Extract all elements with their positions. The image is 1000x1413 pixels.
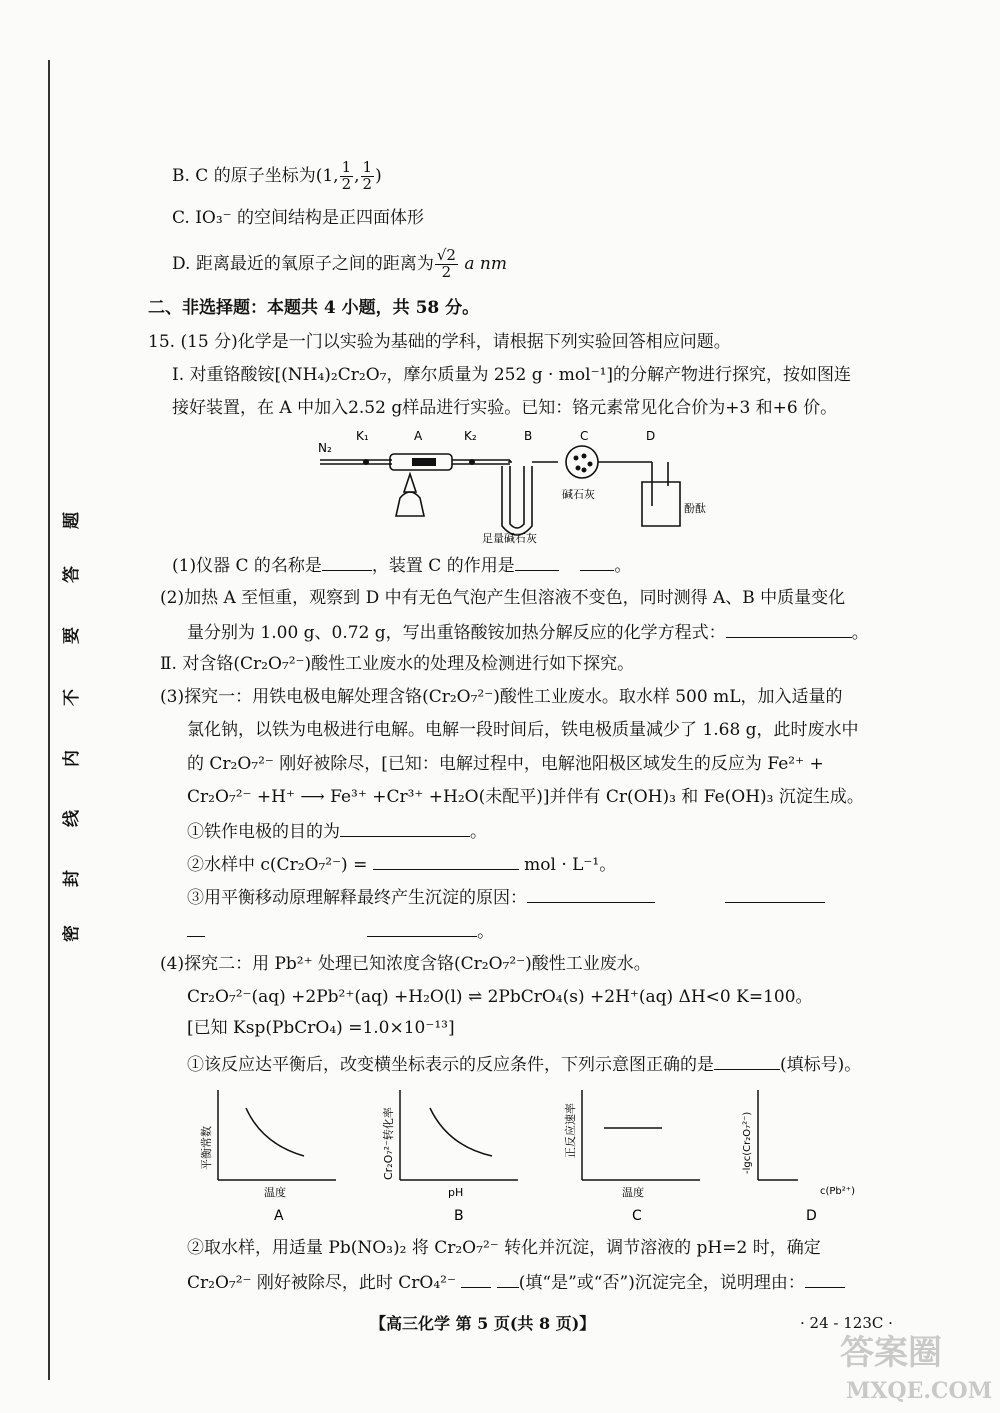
binding-line: [48, 60, 50, 1380]
q3-line2: 氯化钠，以铁为电极进行电解。电解一段时间后，铁电极质量减少了 1.68 g，此时废水中: [187, 720, 859, 740]
binding-char: 封: [62, 870, 82, 887]
part1-line2: 接好装置，在 A 中加入2.52 g样品进行实验。已知：铬元素常见化合价为+3 和+6 价。: [172, 398, 838, 418]
watermark: 答案圈: [840, 1333, 942, 1373]
graph-c: [560, 1084, 710, 1224]
answer-blank[interactable]: [805, 1273, 845, 1288]
answer-blank[interactable]: [367, 922, 477, 937]
label-d: D: [646, 429, 656, 443]
label-n2: N₂: [318, 441, 332, 455]
q4-b-line2: Cr₂O₇²⁻ 刚好被除尽，此时 CrO₄²⁻ (填“是”或“否”)沉淀完全，说明理由：: [187, 1273, 845, 1292]
graph-c-ylabel: 正反应速率: [564, 1103, 577, 1158]
answer-blank[interactable]: [497, 1273, 519, 1288]
apparatus-diagram: [312, 426, 712, 546]
answer-blank[interactable]: [725, 888, 825, 903]
graph-d-xlabel: c(Pb²⁺): [820, 1186, 855, 1197]
answer-blank[interactable]: [187, 922, 205, 937]
q3-a: ①铁作电极的目的为 。: [187, 822, 487, 842]
answer-blank[interactable]: [322, 556, 372, 571]
label-k2: K₂: [464, 429, 477, 443]
label-phenolphthalein: 酚酞: [684, 502, 706, 515]
q1: (1)仪器 C 的名称是 ，装置 C 的作用是 。: [172, 556, 632, 576]
label-a: A: [414, 429, 423, 443]
q3-b: ②水样中 c(Cr₂O₇²⁻) = mol · L⁻¹。: [187, 855, 617, 875]
graph-b-xlabel: pH: [448, 1186, 464, 1199]
q4-equation: Cr₂O₇²⁻(aq) +2Pb²⁺(aq) +H₂O(l) ⇌ 2PbCrO₄(s) +2H⁺(aq) ΔH<0 K=100。: [187, 987, 813, 1007]
q3-c: ③用平衡移动原理解释最终产生沉淀的原因：: [187, 888, 825, 907]
part2: Ⅱ. 对含铬(Cr₂O₇²⁻)酸性工业废水的处理及检测进行如下探究。: [160, 654, 635, 674]
q2-line1: (2)加热 A 至恒重，观察到 D 中有无色气泡产生但溶液不变色，同时测得 A、B 中质量变化: [160, 588, 846, 608]
q4-a: ①该反应达平衡后，改变横坐标表示的反应条件，下列示意图正确的是 (填标号)。: [187, 1055, 862, 1075]
section-heading: 二、非选择题：本题共 4 小题，共 58 分。: [148, 298, 480, 318]
q4-ksp: [已知 Ksp(PbCrO₄) =1.0×10⁻¹³]: [187, 1018, 455, 1038]
footer-code: · 24 - 123C ·: [800, 1314, 893, 1332]
binding-char: 题: [62, 512, 82, 529]
binding-char: 内: [62, 750, 82, 767]
q2-line2: 量分别为 1.00 g、0.72 g，写出重铬酸铵加热分解反应的化学方程式： 。: [187, 623, 869, 643]
q3-line4: Cr₂O₇²⁻ +H⁺ ⟶ Fe³⁺ +Cr³⁺ +H₂O(未配平)]并伴有 Cr(OH)₃ 和 Fe(OH)₃ 沉淀生成。: [187, 787, 864, 807]
label-enough-soda-lime: 足量碱石灰: [482, 532, 537, 545]
fraction: $\frac{√2}{2}$: [436, 246, 456, 281]
label-b: B: [524, 429, 533, 443]
graph-b: [378, 1084, 528, 1224]
q15-header: 15. (15 分)化学是一门以实验为基础的学科，请根据下列实验回答相应问题。: [148, 332, 731, 352]
fraction: $\frac{1}{2}$: [341, 158, 352, 193]
graph-a-xlabel: 温度: [264, 1186, 286, 1199]
answer-blank[interactable]: [714, 1055, 780, 1070]
answer-blank[interactable]: [726, 623, 852, 638]
q3-c-cont: 。: [187, 922, 494, 941]
fraction: $\frac{1}{2}$: [362, 158, 373, 193]
q4-line1: (4)探究二：用 Pb²⁺ 处理已知浓度含铬(Cr₂O₇²⁻)酸性工业废水。: [160, 954, 651, 974]
answer-blank[interactable]: [461, 1273, 491, 1288]
option-c: C. IO₃⁻ 的空间结构是正四面体形: [172, 208, 425, 228]
graph-a-letter: A: [274, 1208, 284, 1224]
binding-char: 要: [62, 627, 82, 644]
q4-b-line1: ②取水样，用适量 Pb(NO₃)₂ 将 Cr₂O₇²⁻ 转化并沉淀，调节溶液的 pH=2 时，确定: [187, 1238, 821, 1258]
graph-a-ylabel: 平衡常数: [200, 1126, 213, 1170]
binding-char: 不: [62, 689, 82, 706]
graph-b-ylabel: Cr₂O₇²⁻转化率: [382, 1107, 395, 1180]
label-c: C: [580, 429, 589, 443]
option-d: D. 距离最近的氧原子之间的距离为 $\frac{√2}{2}$ a nm: [172, 246, 507, 281]
answer-blank[interactable]: [527, 888, 655, 903]
graph-c-letter: C: [632, 1208, 642, 1224]
option-b: B. C 的原子坐标为(1, $\frac{1}{2}$ , $\frac{1}{2}$ ): [172, 158, 382, 193]
watermark-url: MXQE.COM: [846, 1378, 993, 1404]
graph-d-ylabel: -lgc(Cr₂O₇²⁻): [742, 1111, 753, 1174]
label-soda-lime: 碱石灰: [562, 488, 595, 501]
graph-a: [196, 1084, 346, 1224]
q3-line1: (3)探究一：用铁电极电解处理含铬(Cr₂O₇²⁻)酸性工业废水。取水样 500 mL，加入适量的: [160, 687, 843, 707]
answer-blank[interactable]: [580, 556, 614, 571]
graph-c-xlabel: 温度: [622, 1186, 644, 1199]
graph-d: [736, 1084, 886, 1224]
q3-line3: 的 Cr₂O₇²⁻ 刚好被除尽，[已知：电解过程中，电解池阳极区域发生的反应为 Fe²⁺ +: [187, 754, 824, 774]
graph-d-letter: D: [806, 1208, 817, 1224]
label-k1: K₁: [356, 429, 369, 443]
footer-page-info: 【高三化学 第 5 页(共 8 页)】: [370, 1314, 596, 1333]
part1-line1: Ⅰ. 对重铬酸铵[(NH₄)₂Cr₂O₇，摩尔质量为 252 g · mol⁻¹]的分解产物进行探究，按如图连: [172, 365, 852, 385]
binding-char: 答: [62, 566, 82, 583]
graph-b-letter: B: [454, 1208, 464, 1224]
binding-margin: [48, 60, 88, 1380]
answer-blank[interactable]: [340, 822, 470, 837]
answer-blank[interactable]: [373, 855, 519, 870]
answer-blank[interactable]: [515, 556, 559, 571]
binding-char: 线: [62, 810, 82, 827]
binding-char: 密: [62, 925, 82, 942]
